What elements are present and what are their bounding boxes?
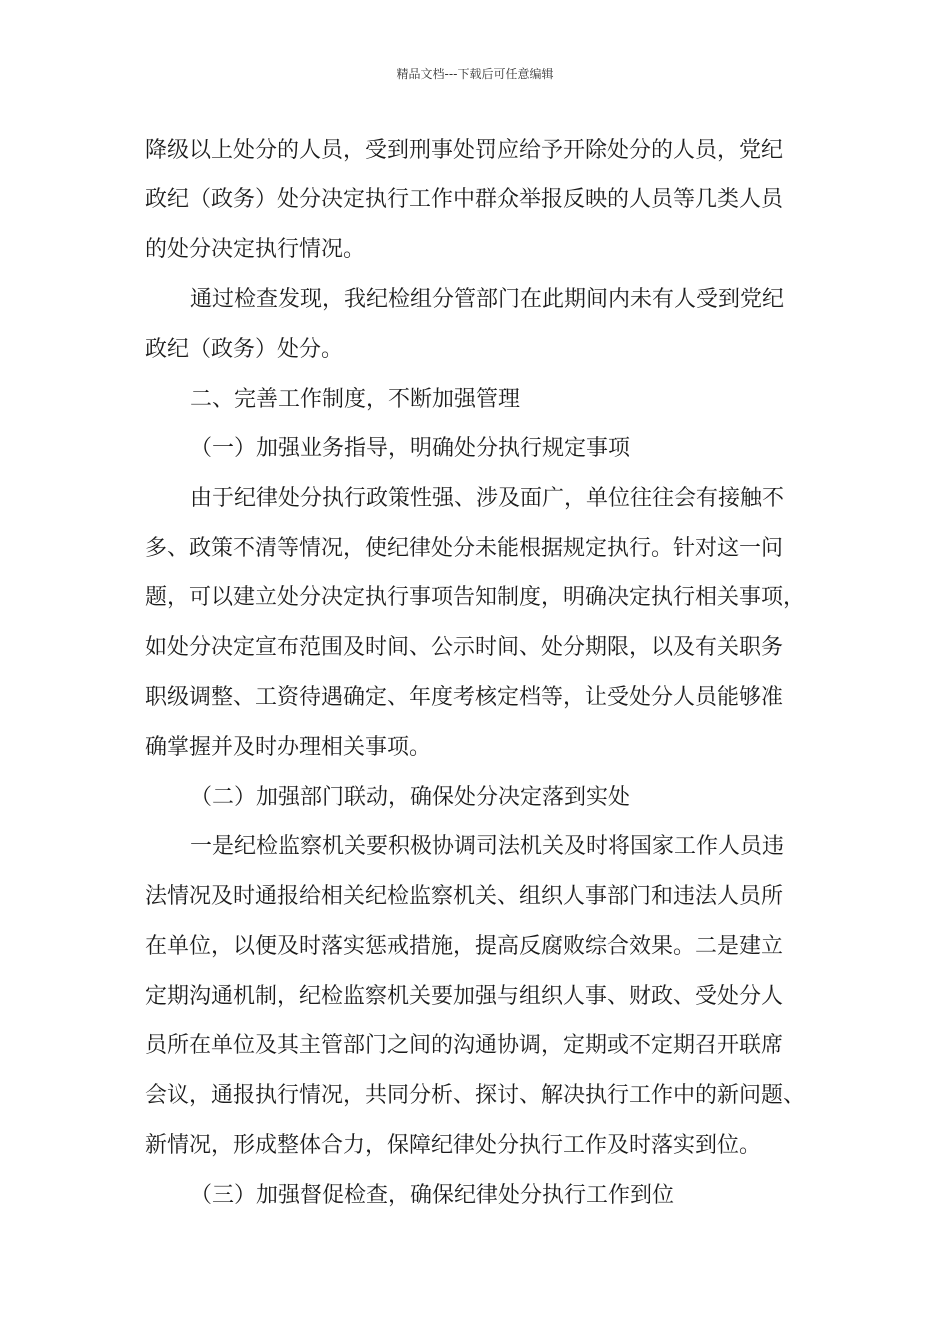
page-header: 精品文档---下载后可任意编辑 [396, 67, 554, 81]
paragraph-start-line: 一是纪检监察机关要积极协调司法机关及时将国家工作人员违 [190, 834, 785, 859]
text-line: 定期沟通机制，纪检监察机关要加强与组织人事、财政、受处分人 [145, 984, 784, 1009]
text-line: 在单位，以便及时落实惩戒措施，提高反腐败综合效果。二是建立 [145, 934, 784, 959]
text-line: 职级调整、工资待遇确定、年度考核定档等，让受处分人员能够准 [145, 685, 784, 710]
text-line: 政纪（政务）处分。 [145, 337, 344, 362]
subsection-heading: （三）加强督促检查，确保纪律处分执行工作到位 [190, 1183, 675, 1208]
text-line: 如处分决定宣布范围及时间、公示时间、处分期限，以及有关职务 [145, 635, 784, 660]
text-line: 确掌握并及时办理相关事项。 [145, 735, 432, 760]
subsection-heading: （二）加强部门联动，确保处分决定落到实处 [190, 785, 631, 810]
text-line: 法情况及时通报给相关纪检监察机关、组织人事部门和违法人员所 [145, 884, 784, 909]
text-line: 员所在单位及其主管部门之间的沟通协调，定期或不定期召开联席 [145, 1033, 784, 1058]
text-line: 的处分决定执行情况。 [145, 237, 366, 262]
text-line: 降级以上处分的人员，受到刑事处罚应给予开除处分的人员，党纪 [145, 138, 784, 163]
paragraph-start-line: 由于纪律处分执行政策性强、涉及面广，单位往往会有接触不 [190, 486, 785, 511]
section-heading: 二、完善工作制度，不断加强管理 [190, 387, 521, 412]
paragraph-start-line: 通过检查发现，我纪检组分管部门在此期间内未有人受到党纪 [190, 287, 785, 312]
subsection-heading: （一）加强业务指导，明确处分执行规定事项 [190, 436, 631, 461]
text-line: 政纪（政务）处分决定执行工作中群众举报反映的人员等几类人员 [145, 187, 784, 212]
text-line: 会议，通报执行情况，共同分析、探讨、解决执行工作中的新问题、 [145, 1083, 806, 1108]
text-line: 多、政策不清等情况，使纪律处分未能根据规定执行。针对这一问 [145, 536, 784, 561]
text-line: 新情况，形成整体合力，保障纪律处分执行工作及时落实到位。 [145, 1133, 762, 1158]
text-line: 题，可以建立处分决定执行事项告知制度，明确决定执行相关事项， [145, 585, 806, 610]
